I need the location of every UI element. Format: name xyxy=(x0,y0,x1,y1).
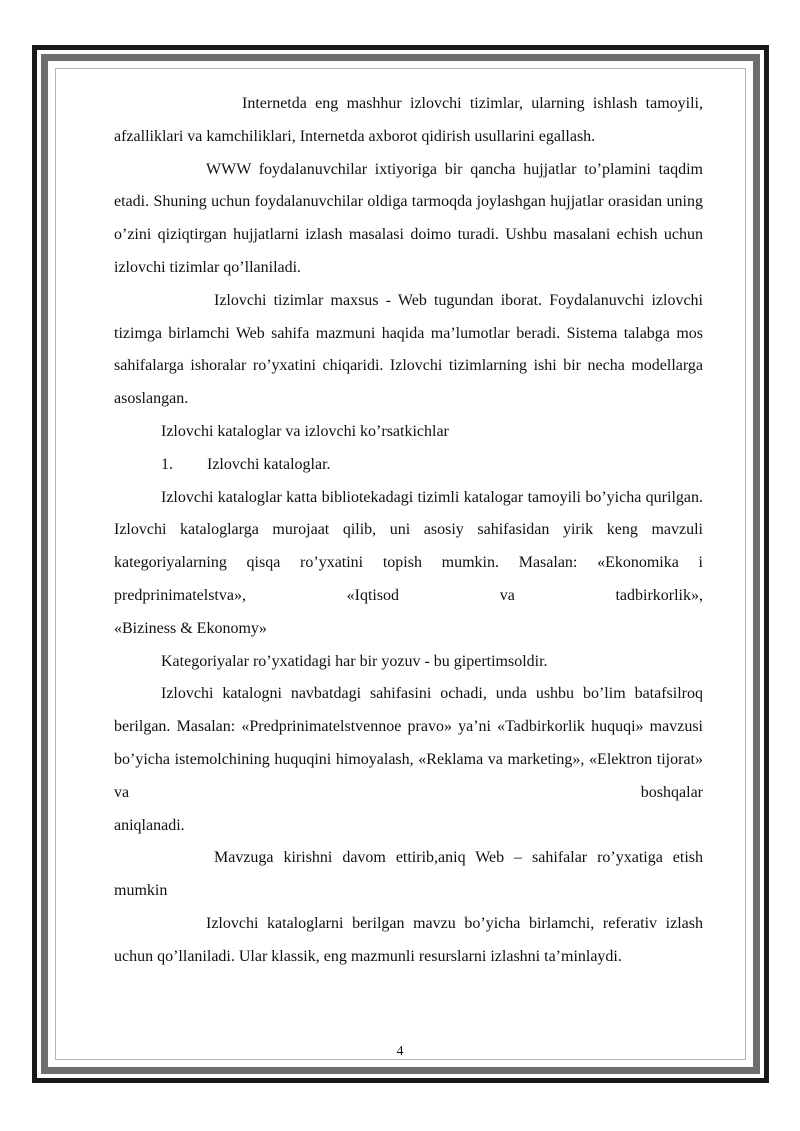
list-item xyxy=(114,449,703,482)
paragraph-catalogs: Izlovchi kataloglar katta bibliotekadagi tizimli katalogar tamoyili bo’yicha qurilgan. Izlovchi kataloglarga murojaat qilib, uni asosiy sahifasidan yirik keng mavzuli kategoriyalarning qisqa ro’yxatini topish mumkin. Masalan: «Ekonomika i predprinimatelstva», «Iqtisod va tadbirkorlik», xyxy=(114,488,703,604)
paragraph-heading-catalogs: Izlovchi kataloglar va izlovchi ko’rsatkichlar xyxy=(161,422,449,440)
page-number: 4 xyxy=(396,1044,404,1059)
list-item-text: Izlovchi kataloglar. xyxy=(207,455,331,473)
list-number: 1. xyxy=(161,455,173,473)
paragraph-intro: Internetda eng mashhur izlovchi tizimlar, ularning ishlash tamoyili, afzalliklari va kamchiliklari, Internetda axborot qidirish usullarini egallash. xyxy=(114,95,703,145)
paragraph-www: WWW foydalanuvchilar ixtiyoriga bir qancha hujjatlar to’plamini taqdim etadi. Shuning uchun foydalanuvchilar oldiga tarmoqda joylashgan hujjatlar orasidan uning o’zini qiziqtirgan hujjatlarni izlash masalasi doimo turadi. Ushbu masalani echish uchun izlovchi tizimlar qo’llaniladi. xyxy=(114,160,703,276)
paragraph-categories: Kategoriyalar ro’yxatidagi har bir yozuv - bu gipertimsoldir. xyxy=(161,652,548,670)
paragraph-next-page-end: aniqlanadi. xyxy=(114,816,185,834)
paragraph-next-page: Izlovchi katalogni navbatdagi sahifasini ochadi, unda ushbu bo’lim batafsilroq berilgan. Masalan: «Predprinimatelstvennoe pravo» ya’ni «Tadbirkorlik huquqi» mavzusi bo’yicha istemolchining huquqini himoyalash, «Reklama va marketing», «Elektron tijorat» va boshqalar xyxy=(114,685,703,801)
document-body xyxy=(114,88,703,974)
paragraph-topic: Mavzuga kirishni davom ettirib,aniq Web – sahifalar ro’yxatiga etish mumkin xyxy=(114,849,703,900)
paragraph-search-systems: Izlovchi tizimlar maxsus - Web tugundan iborat. Foydalanuvchi izlovchi tizimga birlamchi Web sahifa mazmuni haqida ma’lumotlar beradi. Sistema talabga mos sahifalarga ishoralar ro’yxatini chiqaridi. Izlovchi tizimlarning ishi bir necha modellarga asoslangan. xyxy=(114,291,703,408)
paragraph-catalogs-end: «Biziness & Ekonomy» xyxy=(114,619,267,637)
paragraph-referative: Izlovchi kataloglarni berilgan mavzu bo’yicha birlamchi, referativ izlash uchun qo’llaniladi. Ular klassik, eng mazmunli resurslarni izlashni ta’minlaydi. xyxy=(114,914,703,965)
